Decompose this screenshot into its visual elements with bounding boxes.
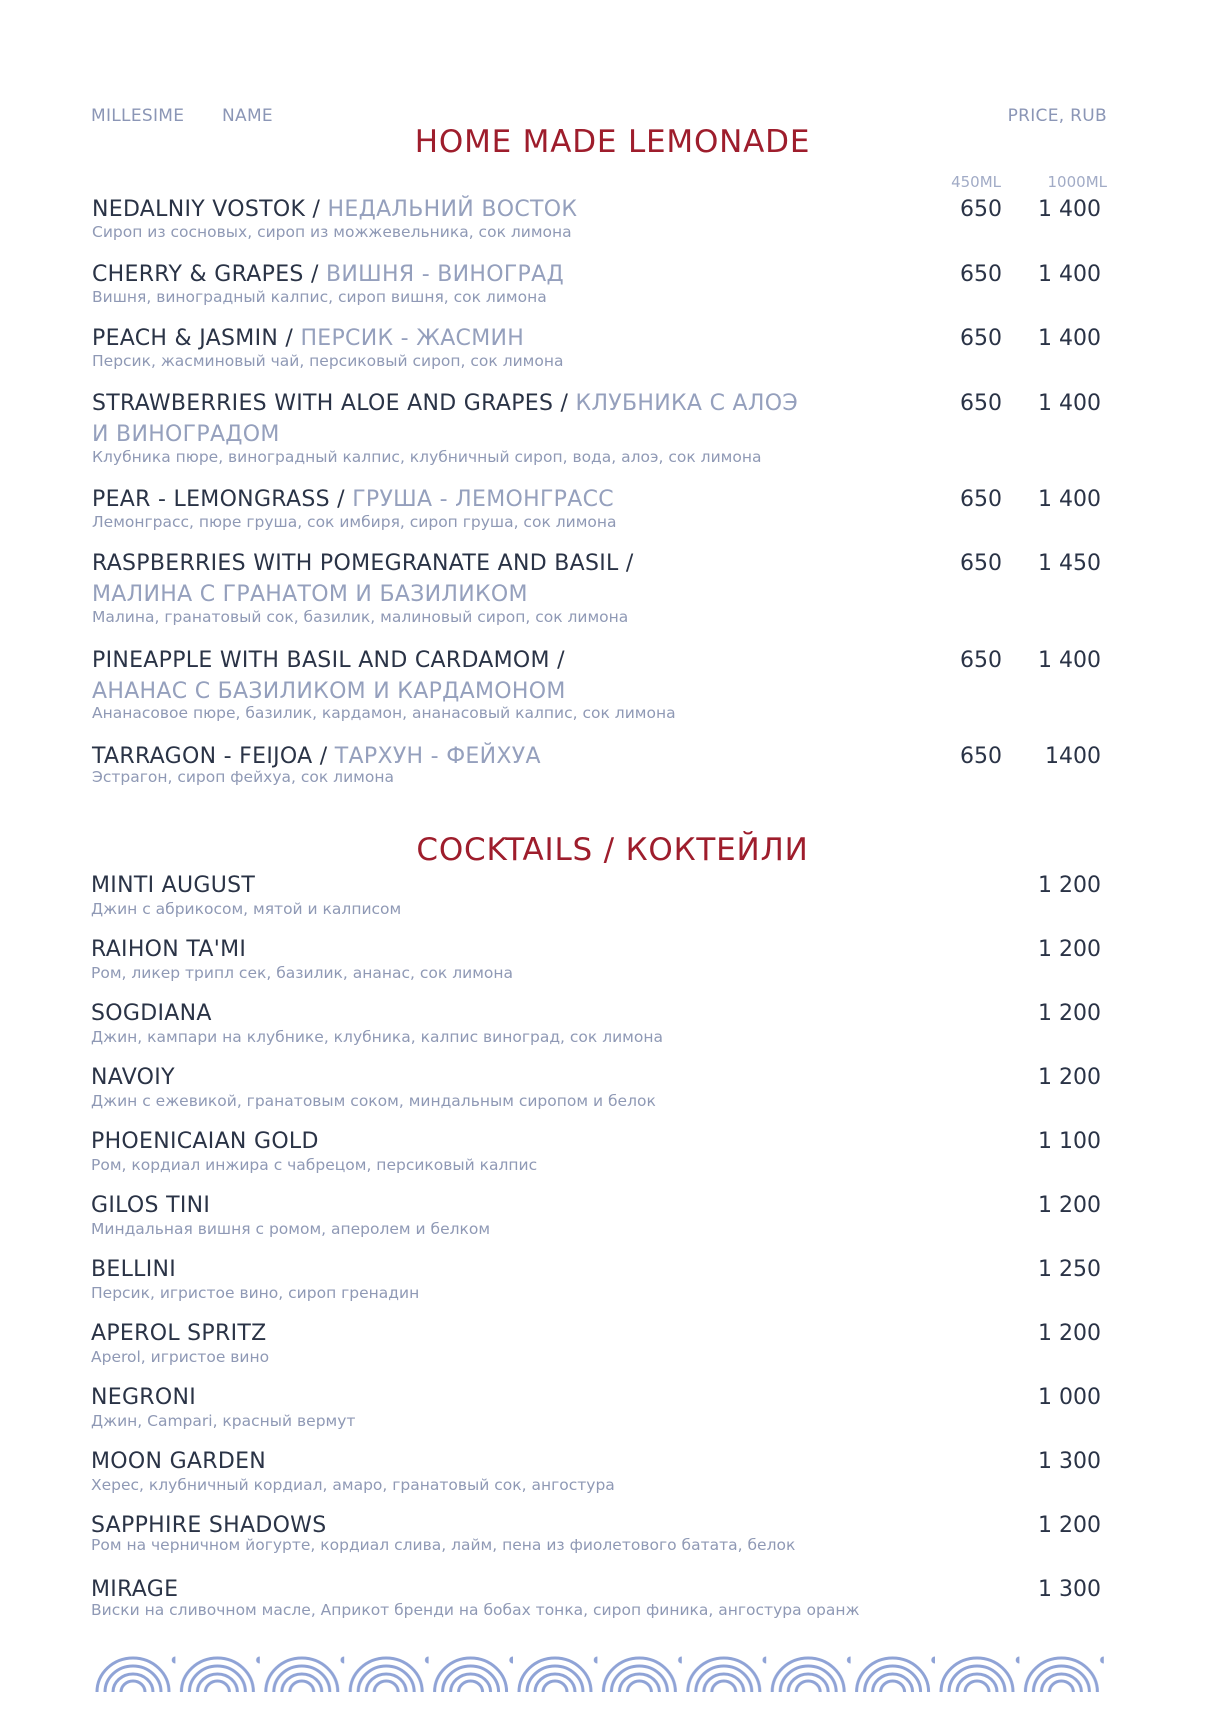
menu-item-description: Ананасовое пюре, базилик, кардамон, ананасовый калпис, сок лимона xyxy=(92,704,676,722)
menu-item-description: Сироп из сосновых, сироп из можжевельника, сок лимона xyxy=(92,223,572,241)
price-1000: 1400 xyxy=(1045,744,1101,769)
menu-item-name: MINTI AUGUST xyxy=(91,873,256,898)
price-1000: 1 450 xyxy=(1038,551,1101,576)
menu-item-description: Вишня, виноградный калпис, сироп вишня, сок лимона xyxy=(92,288,547,306)
price-450: 650 xyxy=(960,326,1002,351)
menu-item-name: PEAR - LEMONGRASS / ГРУША - ЛЕМОНГРАСС xyxy=(92,487,614,512)
menu-item-name: STRAWBERRIES WITH ALOE AND GRAPES / КЛУБНИКА С АЛОЭ xyxy=(92,391,798,416)
section-title-lemonade: HOME MADE LEMONADE xyxy=(414,124,811,160)
price: 1 200 xyxy=(1038,1193,1101,1218)
header-name: NAME xyxy=(222,106,273,126)
price: 1 300 xyxy=(1038,1577,1101,1602)
menu-item-description: Персик, игристое вино, сироп гренадин xyxy=(91,1284,420,1302)
header-price: PRICE, RUB xyxy=(1007,106,1107,126)
menu-item-description: Клубника пюре, виноградный калпис, клубничный сироп, вода, алоэ, сок лимона xyxy=(92,448,762,466)
price: 1 200 xyxy=(1038,1001,1101,1026)
price-1000: 1 400 xyxy=(1038,197,1101,222)
menu-item-description: Эстрагон, сироп фейхуа, сок лимона xyxy=(92,768,394,786)
menu-item-name: GILOS TINI xyxy=(91,1193,211,1218)
menu-item-name-ru: МАЛИНА С ГРАНАТОМ И БАЗИЛИКОМ xyxy=(92,582,528,607)
menu-item-name: CHERRY & GRAPES / ВИШНЯ - ВИНОГРАД xyxy=(92,262,564,287)
menu-item-description: Персик, жасминовый чай, персиковый сироп, сок лимона xyxy=(92,352,564,370)
menu-item-name: PINEAPPLE WITH BASIL AND CARDAMOM / xyxy=(92,648,565,673)
menu-item-description: Aperol, игристое вино xyxy=(91,1348,270,1366)
price: 1 200 xyxy=(1038,937,1101,962)
price: 1 300 xyxy=(1038,1449,1101,1474)
price-450: 650 xyxy=(960,648,1002,673)
menu-item-name: TARRAGON - FEIJOA / ТАРХУН - ФЕЙХУА xyxy=(92,744,541,769)
price: 1 200 xyxy=(1038,1513,1101,1538)
menu-item-description: Ром, ликер трипл сек, базилик, ананас, сок лимона xyxy=(91,964,513,982)
menu-item-description: Ром, кордиал инжира с чабрецом, персиковый калпис xyxy=(91,1156,538,1174)
menu-item-name: PHOENICAIAN GOLD xyxy=(91,1129,319,1154)
price-1000: 1 400 xyxy=(1038,326,1101,351)
menu-item-description: Миндальная вишня с ромом, аперолем и белком xyxy=(91,1220,491,1238)
menu-item-name-ru-continued: И ВИНОГРАДОМ xyxy=(92,422,280,447)
menu-item-name: SAPPHIRE SHADOWS xyxy=(91,1513,327,1538)
price-450: 650 xyxy=(960,391,1002,416)
menu-item-description: Джин, кампари на клубнике, клубника, калпис виноград, сок лимона xyxy=(91,1028,663,1046)
menu-item-name: RAIHON TA'MI xyxy=(91,937,247,962)
price-1000: 1 400 xyxy=(1038,391,1101,416)
menu-item-description: Малина, гранатовый сок, базилик, малиновый сироп, сок лимона xyxy=(92,608,629,626)
price: 1 200 xyxy=(1038,873,1101,898)
price: 1 100 xyxy=(1038,1129,1101,1154)
price: 1 200 xyxy=(1038,1065,1101,1090)
menu-item-name: NEGRONI xyxy=(91,1385,197,1410)
price: 1 000 xyxy=(1038,1385,1101,1410)
menu-item-name: MIRAGE xyxy=(91,1577,179,1602)
menu-item-description: Лемонграсс, пюре груша, сок имбиря, сироп груша, сок лимона xyxy=(92,513,617,531)
price-1000: 1 400 xyxy=(1038,648,1101,673)
header-millesime: MILLESIME xyxy=(91,106,185,126)
section-title-cocktails: COCKTAILS / КОКТЕЙЛИ xyxy=(416,832,809,868)
menu-item-name: NEDALNIY VOSTOK / НЕДАЛЬНИЙ ВОСТОК xyxy=(92,197,578,222)
menu-item-description: Херес, клубничный кордиал, амаро, гранатовый сок, ангостура xyxy=(91,1476,615,1494)
menu-item-name: PEACH & JASMIN / ПЕРСИК - ЖАСМИН xyxy=(92,326,525,351)
menu-item-name: APEROL SPRITZ xyxy=(91,1321,267,1346)
price-450: 650 xyxy=(960,262,1002,287)
size-1000-label: 1000ML xyxy=(1047,173,1107,191)
menu-item-name-ru: АНАНАС С БАЗИЛИКОМ И КАРДАМОНОМ xyxy=(92,679,566,704)
menu-item-description: Джин, Campari, красный вермут xyxy=(91,1412,356,1430)
wave-arch-ornament xyxy=(91,1655,1104,1693)
price-450: 650 xyxy=(960,551,1002,576)
size-450-label: 450ML xyxy=(951,173,1001,191)
price-450: 650 xyxy=(960,197,1002,222)
price-450: 650 xyxy=(960,487,1002,512)
menu-item-description: Виски на сливочном масле, Априкот бренди на бобах тонка, сироп финика, ангостура оранж xyxy=(91,1601,860,1619)
menu-item-name: SOGDIANA xyxy=(91,1001,212,1026)
menu-item-description: Ром на черничном йогурте, кордиал слива, лайм, пена из фиолетового батата, белок xyxy=(91,1536,796,1554)
price-1000: 1 400 xyxy=(1038,262,1101,287)
price-450: 650 xyxy=(960,744,1002,769)
menu-item-description: Джин с ежевикой, гранатовым соком, миндальным сиропом и белок xyxy=(91,1092,656,1110)
menu-item-name: BELLINI xyxy=(91,1257,177,1282)
menu-item-name: RASPBERRIES WITH POMEGRANATE AND BASIL / xyxy=(92,551,634,576)
menu-item-name: NAVOIY xyxy=(91,1065,175,1090)
price: 1 250 xyxy=(1038,1257,1101,1282)
price-1000: 1 400 xyxy=(1038,487,1101,512)
menu-item-description: Джин с абрикосом, мятой и калписом xyxy=(91,900,402,918)
price: 1 200 xyxy=(1038,1321,1101,1346)
menu-item-name: MOON GARDEN xyxy=(91,1449,267,1474)
